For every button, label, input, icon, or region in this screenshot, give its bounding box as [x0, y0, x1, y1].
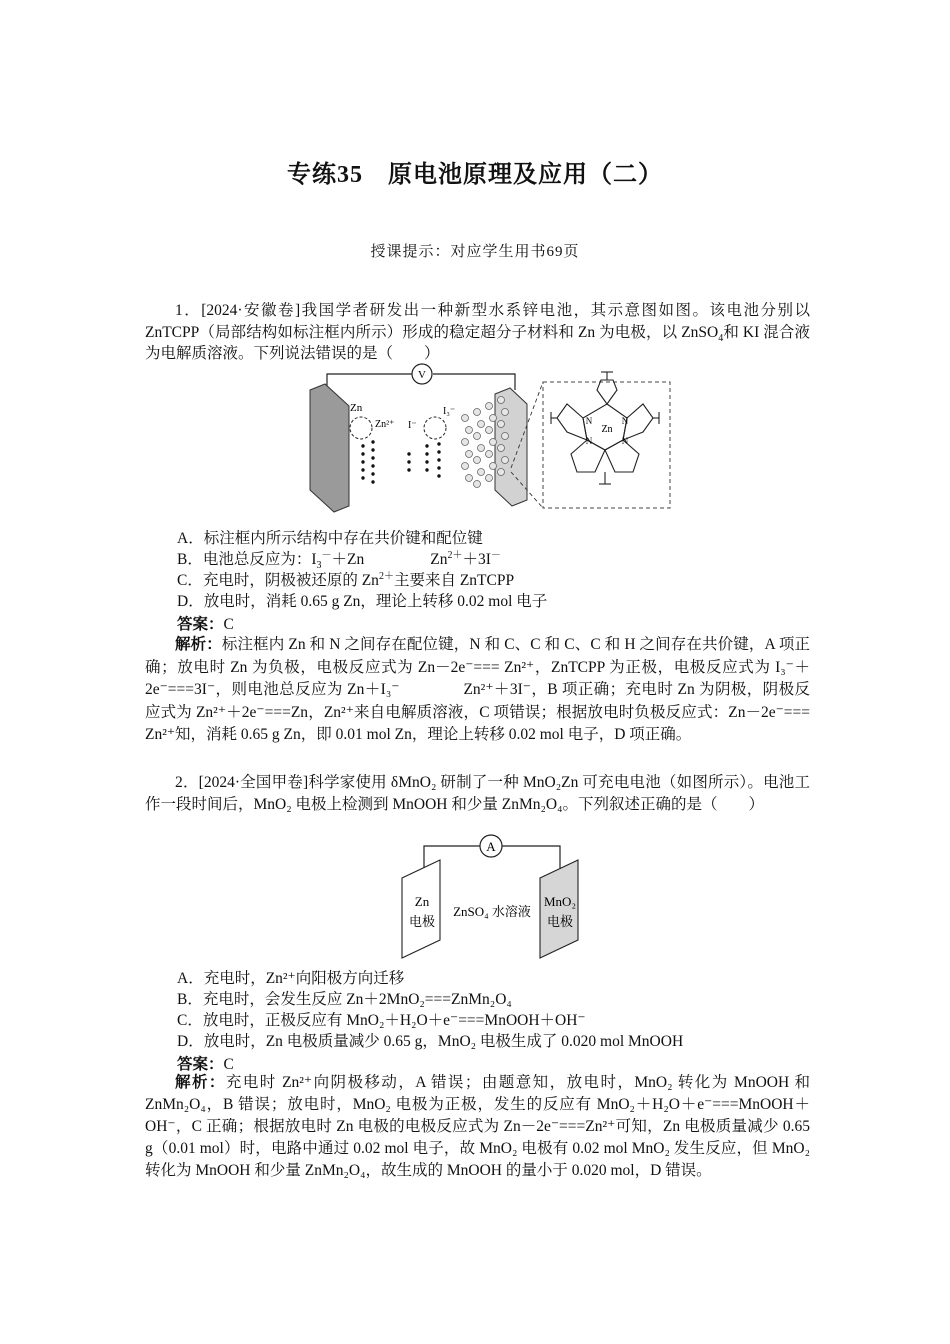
- q1-option-b-part3: Zn: [430, 551, 448, 568]
- mno2-electrode-label-1: MnO₂: [544, 894, 576, 909]
- q1-stem-part2: 和 KI 混合液为电解质溶液。下列说法错误的是（ ）: [145, 323, 810, 362]
- q1-option-b: [177, 549, 501, 570]
- q2-explanation: [145, 1072, 810, 1182]
- electrolyte-label: ZnSO₄ 水溶液: [453, 904, 531, 919]
- zn2-label: Zn²⁺: [375, 419, 395, 430]
- mno2-electrode-label-2: 电极: [546, 914, 574, 929]
- zinc-battery-diagram: [305, 360, 675, 516]
- q1-stem: [145, 300, 810, 365]
- page-title: 专练35 原电池原理及应用（二）: [287, 162, 663, 188]
- q2-answer: [177, 1052, 234, 1074]
- zn-electrode-label-1: Zn: [414, 894, 430, 909]
- iodide-label: I⁻: [408, 420, 417, 431]
- q2-option-c: C．放电时，正极反应有 MnO₂＋H₂O＋e⁻===MnOOH＋OH⁻: [177, 1012, 586, 1029]
- q1-explanation-text: 标注框内 Zn 和 N 之间存在配位键，N 和 C、C 和 C、C 和 H 之间存在共价键，A 项正确；放电时 Zn 为负极，电极反应式为 Zn－2e⁻=== Zn²⁺，ZnTCPP 为正极，电极反应式为 I₃⁻＋2e⁻===3I⁻，则电池总反应为 Zn＋I₃⁻ Zn²⁺＋3I⁻，B 项正确；充电时 Zn 为阴极，阴极反应式为 Zn²⁺＋2e⁻===Zn，Zn²⁺来自电解质溶液，C 项错误；根据放电时负极反应式：Zn－2e⁻=== Zn²⁺知，消耗 0.65 g Zn，即 0.01 mol Zn，理论上转移 0.02 mol 电子，D 项正确。: [145, 636, 810, 743]
- q1-option-d: D．放电时，消耗 0.65 g Zn，理论上转移 0.02 mol 电子: [177, 593, 548, 610]
- q1-option-b-part4: ＋3I: [462, 551, 491, 568]
- q1-stem-part1: 1．[2024·安徽卷]我国学者研发出一种新型水系锌电池，其示意图如图。该电池分别以ZnTCPP（局部结构如标注框内所示）形成的稳定超分子材料和 Zn 为电极，以 ZnSO: [145, 302, 810, 341]
- q1-answer-label: 答案：: [177, 616, 224, 633]
- q1-stem-sub4: 4: [718, 332, 724, 344]
- q1-option-b-sup2: 2＋: [447, 549, 463, 561]
- nitrogen-label-4: N: [621, 436, 629, 446]
- q2-stem-text: 2．[2024·全国甲卷]科学家使用 δMnO₂ 研制了一种 MnO₂Zn 可充电电池（如图所示）。电池工作一段时间后，MnO₂ 电极上检测到 MnOOH 和少量 ZnMn₂O₄。下列叙述正确的是（ ）: [145, 774, 810, 813]
- ammeter-label: A: [486, 839, 496, 854]
- q2-answer-value: C: [223, 1056, 234, 1073]
- q1-option-c: [177, 570, 514, 591]
- q1-option-b-sup1: －: [321, 549, 332, 561]
- triiodide-label: I₃⁻: [443, 406, 456, 417]
- nitrogen-label-3: N: [585, 436, 593, 446]
- q1-option-a: A．标注框内所示结构中存在共价键和配位键: [177, 530, 483, 547]
- q2-option-b: B．充电时，会发生反应 Zn＋2MnO₂===ZnMn₂O₄: [177, 991, 512, 1008]
- q2-option-d: D．放电时，Zn 电极质量减少 0.65 g，MnO₂ 电极生成了 0.020 mol MnOOH: [177, 1033, 684, 1050]
- q2-answer-label: 答案：: [177, 1056, 224, 1073]
- teaching-hint: 授课提示：对应学生用书69页: [370, 244, 580, 260]
- q1-option-c-part1: C．充电时，阴极被还原的 Zn: [177, 572, 379, 589]
- mno2-zn-battery-diagram: [400, 832, 590, 962]
- q1-answer: [177, 612, 234, 634]
- nitrogen-label-1: N: [585, 416, 593, 426]
- q1-explanation: [145, 634, 810, 747]
- q1-option-b-part2: ＋Zn: [331, 551, 365, 568]
- zn-label: Zn: [350, 402, 363, 414]
- zinc-center-label: Zn: [601, 424, 613, 435]
- q1-option-b-sub: 3: [316, 560, 322, 572]
- q1-option-c-sup: 2＋: [378, 570, 394, 582]
- q1-option-b-part1: B．电池总反应为：I: [177, 551, 317, 568]
- q2-option-a: A．充电时，Zn²⁺向阳极方向迁移: [177, 970, 405, 987]
- q2-explanation-text: 充电时 Zn²⁺向阴极移动，A 错误；由题意知，放电时，MnO₂ 转化为 MnOOH 和 ZnMn₂O₄，B 错误；放电时，MnO₂ 电极为正极，发生的反应有 MnO₂＋H₂O＋e⁻===MnOOH＋OH⁻，C 正确；根据放电时 Zn 电极的电极反应式为 Zn－2e⁻===Zn²⁺可知，Zn 电极质量减少 0.65 g（0.01 mol）时，电路中通过 0.02 mol 电子，故 MnO₂ 电极有 0.02 mol MnO₂ 发生反应，但 MnO₂ 转化为 MnOOH 和少量 ZnMn₂O₄，故生成的 MnOOH 的量小于 0.020 mol，D 错误。: [145, 1074, 810, 1179]
- q2-stem: [145, 772, 810, 815]
- q1-option-c-part2: 主要来自 ZnTCPP: [393, 572, 515, 589]
- q1-explanation-label: 解析：: [175, 636, 222, 653]
- q1-option-b-sup3: －: [490, 549, 501, 561]
- zn-electrode-label-2: 电极: [408, 914, 436, 929]
- q2-explanation-label: 解析：: [175, 1074, 226, 1091]
- q1-answer-value: C: [223, 616, 234, 633]
- voltmeter-label: V: [418, 369, 426, 381]
- nitrogen-label-2: N: [621, 416, 629, 426]
